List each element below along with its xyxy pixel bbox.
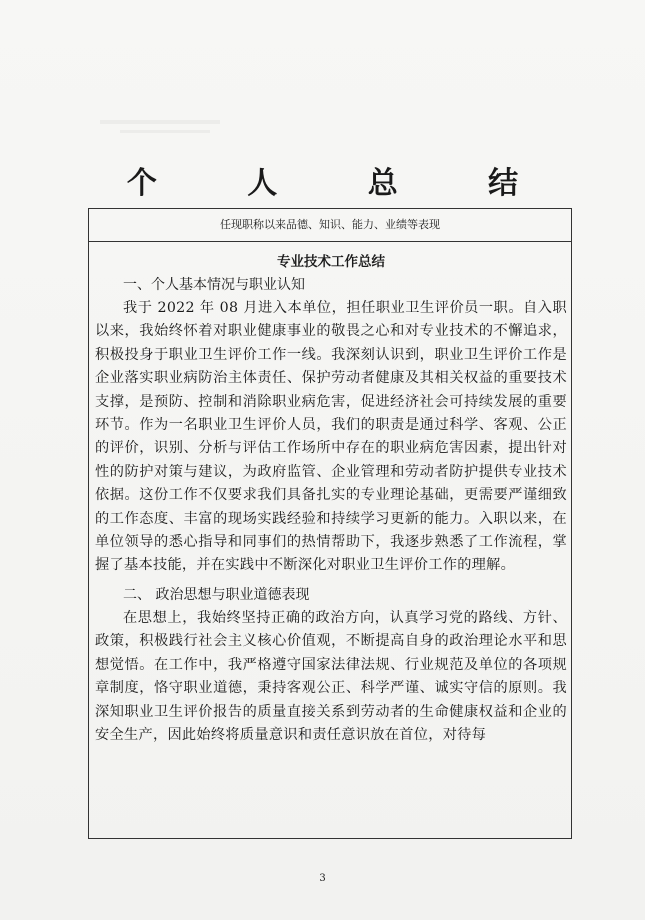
page-title: 个 人 总 结	[126, 166, 559, 201]
heading-2: 二、 政治思想与职业道德表现	[123, 586, 310, 603]
summary-content	[89, 242, 571, 747]
scan-smudge	[120, 130, 210, 133]
paragraph-2: 在思想上，我始终坚持正确的政治方向，认真学习党的路线、方针、政策，积极践行社会主义核心价值观，不断提高自身的政治理论水平和思想觉悟。在工作中，我严格遵守国家法律法规、行业规范及单位的各项规章制度，恪守职业道德，秉持客观公正、科学严谨、诚实守信的原则。我深知职业卫生评价报告的质量直接关系到劳动者的生命健康权益和企业的安全生产，因此始终将质量意识和责任意识放在首位，对待每	[95, 609, 567, 743]
paragraph-1: 我于 2022 年 08 月进入本单位，担任职业卫生评价员一职。自入职以来，我始终怀着对职业健康事业的敬畏之心和对专业技术的不懈追求，积极投身于职业卫生评价工作一线。我深刻认识到，职业卫生评价工作是企业落实职业病防治主体责任、保护劳动者健康及其相关权益的重要技术支撑，是预防、控制和消除职业病危害，促进经济社会可持续发展的重要环节。作为一名职业卫生评价人员，我们的职责是通过科学、客观、公正的评价，识别、分析与评估工作场所中存在的职业病危害因素，提出针对性的防护对策与建议，为政府监管、企业管理和劳动者防护提供专业技术依据。这份工作不仅要求我们具备扎实的专业理论基础，更需要严谨细致的工作态度、丰富的现场实践经验和持续学习更新的能力。入职以来，在单位领导的悉心指导和同事们的热情帮助下，我逐步熟悉了工作流程，掌握了基本技能，并在实践中不断深化对职业卫生评价工作的理解。	[95, 300, 567, 574]
heading-1: 一、个人基本情况与职业认知	[123, 277, 305, 293]
page-number: 3	[319, 873, 326, 884]
scan-smudge	[100, 120, 220, 124]
section-title: 专业技术工作总结	[277, 254, 385, 270]
form-header-row: 任现职称以来品德、知识、能力、业绩等表现	[89, 209, 571, 242]
summary-form-box	[88, 208, 572, 839]
